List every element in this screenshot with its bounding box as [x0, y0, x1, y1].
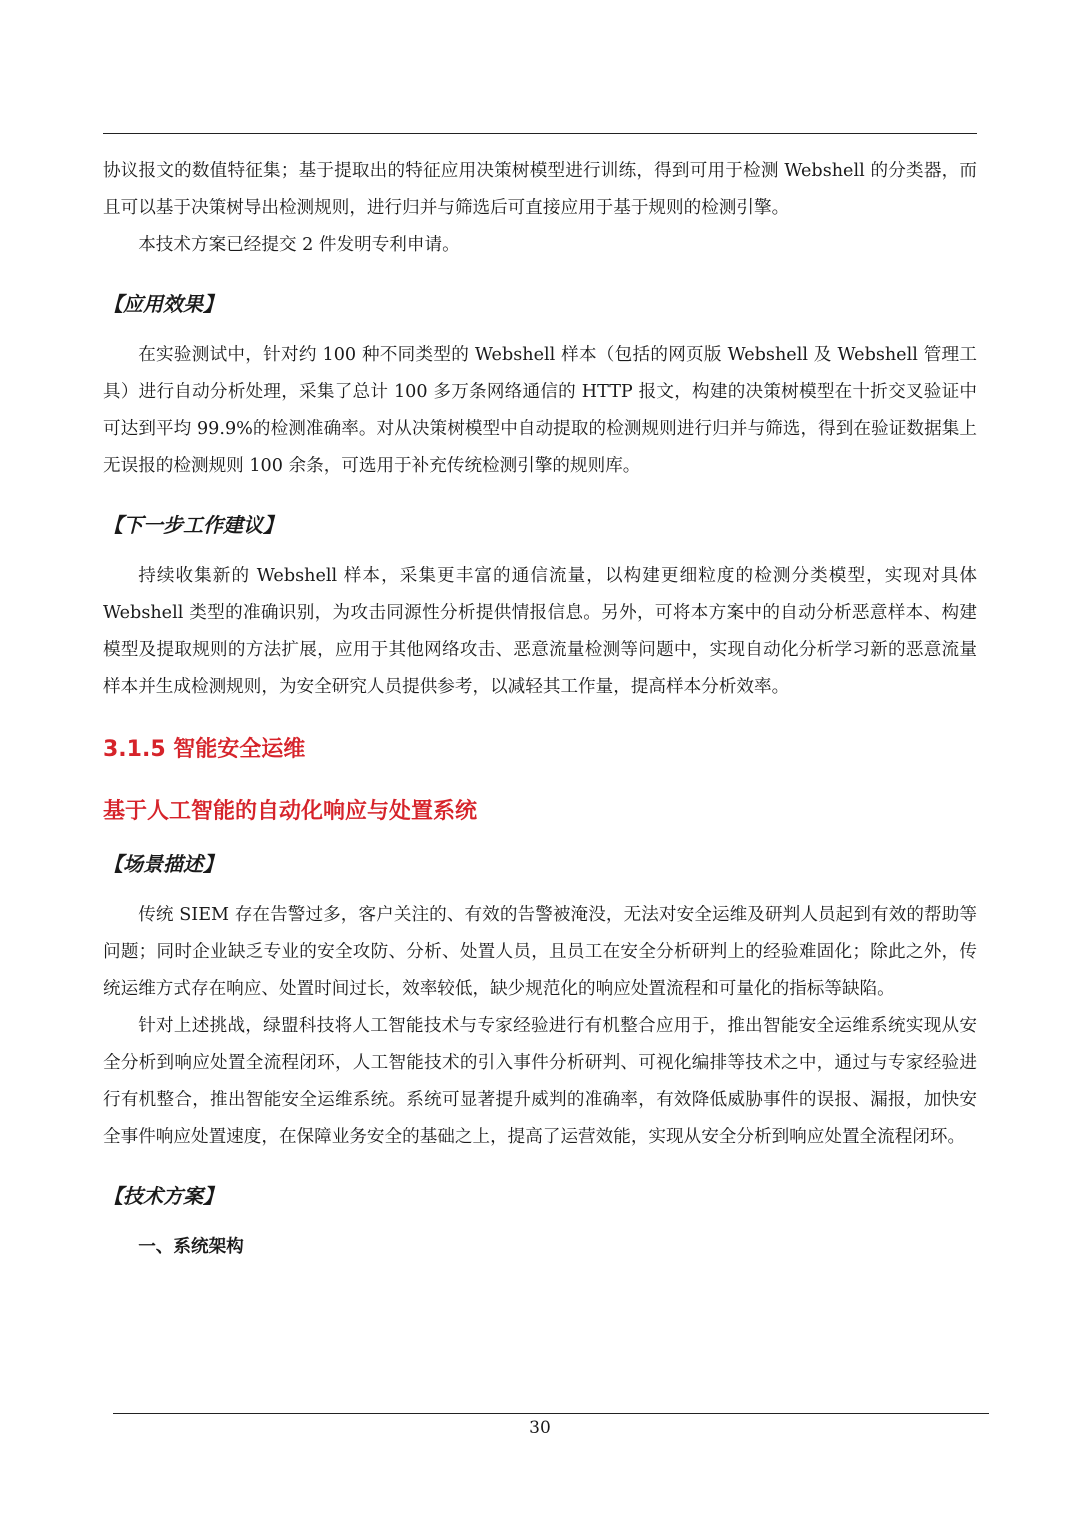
heading-next-steps: 【下一步工作建议】	[103, 513, 283, 537]
effect-paragraph: 在实验测试中，针对约 100 种不同类型的 Webshell 样本（包括的网页版 Webshell 及 Webshell 管理工具）进行自动分析处理，采集了总计 100 多万条网络通信的 HTTP 报文，构建的决策树模型在十折交叉验证中可达到平均 99.9%的检测准确率。对从决策树模型中自动提取的检测规则进行归并与筛选，得到在验证数据集上无误报的检测规则 100 余条，可选用于补充传统检测引擎的规则库。	[103, 345, 977, 476]
page-number: 30	[529, 1418, 551, 1438]
heading-scenario: 【场景描述】	[103, 852, 223, 876]
header-rule	[103, 133, 977, 134]
heading-technical-solution: 【技术方案】	[103, 1184, 223, 1208]
page-body	[103, 153, 977, 1266]
section-title: 3.1.5 智能安全运维	[103, 737, 306, 762]
heading-application-effect: 【应用效果】	[103, 292, 223, 316]
intro-paragraph-1: 协议报文的数值特征集；基于提取出的特征应用决策树模型进行训练，得到可用于检测 Webshell 的分类器，而且可以基于决策树导出检测规则，进行归并与筛选后可直接应用于基于规则的检测引擎。	[103, 161, 977, 218]
section-subtitle: 基于人工智能的自动化响应与处置系统	[103, 799, 478, 824]
intro-paragraph-2: 本技术方案已经提交 2 件发明专利申请。	[138, 235, 460, 255]
footer-rule	[113, 1413, 989, 1414]
scenario-paragraph-2: 针对上述挑战，绿盟科技将人工智能技术与专家经验进行有机整合应用于，推出智能安全运维系统实现从安全分析到响应处置全流程闭环，人工智能技术的引入事件分析研判、可视化编排等技术之中，通过与专家经验进行有机整合，推出智能安全运维系统。系统可显著提升威判的准确率，有效降低威胁事件的误报、漏报，加快安全事件响应处置速度，在保障业务安全的基础之上，提高了运营效能，实现从安全分析到响应处置全流程闭环。	[103, 1016, 977, 1147]
subheading-system-architecture: 一、系统架构	[138, 1237, 244, 1257]
scenario-paragraph-1: 传统 SIEM 存在告警过多，客户关注的、有效的告警被淹没，无法对安全运维及研判人员起到有效的帮助等问题；同时企业缺乏专业的安全攻防、分析、处置人员，且员工在安全分析研判上的经验难固化；除此之外，传统运维方式存在响应、处置时间过长，效率较低，缺少规范化的响应处置流程和可量化的指标等缺陷。	[103, 905, 977, 999]
next-steps-paragraph: 持续收集新的 Webshell 样本，采集更丰富的通信流量，以构建更细粒度的检测分类模型，实现对具体 Webshell 类型的准确识别，为攻击同源性分析提供情报信息。另外，可将本方案中的自动分析恶意样本、构建模型及提取规则的方法扩展，应用于其他网络攻击、恶意流量检测等问题中，实现自动化分析学习新的恶意流量样本并生成检测规则，为安全研究人员提供参考，以减轻其工作量，提高样本分析效率。	[103, 566, 977, 697]
